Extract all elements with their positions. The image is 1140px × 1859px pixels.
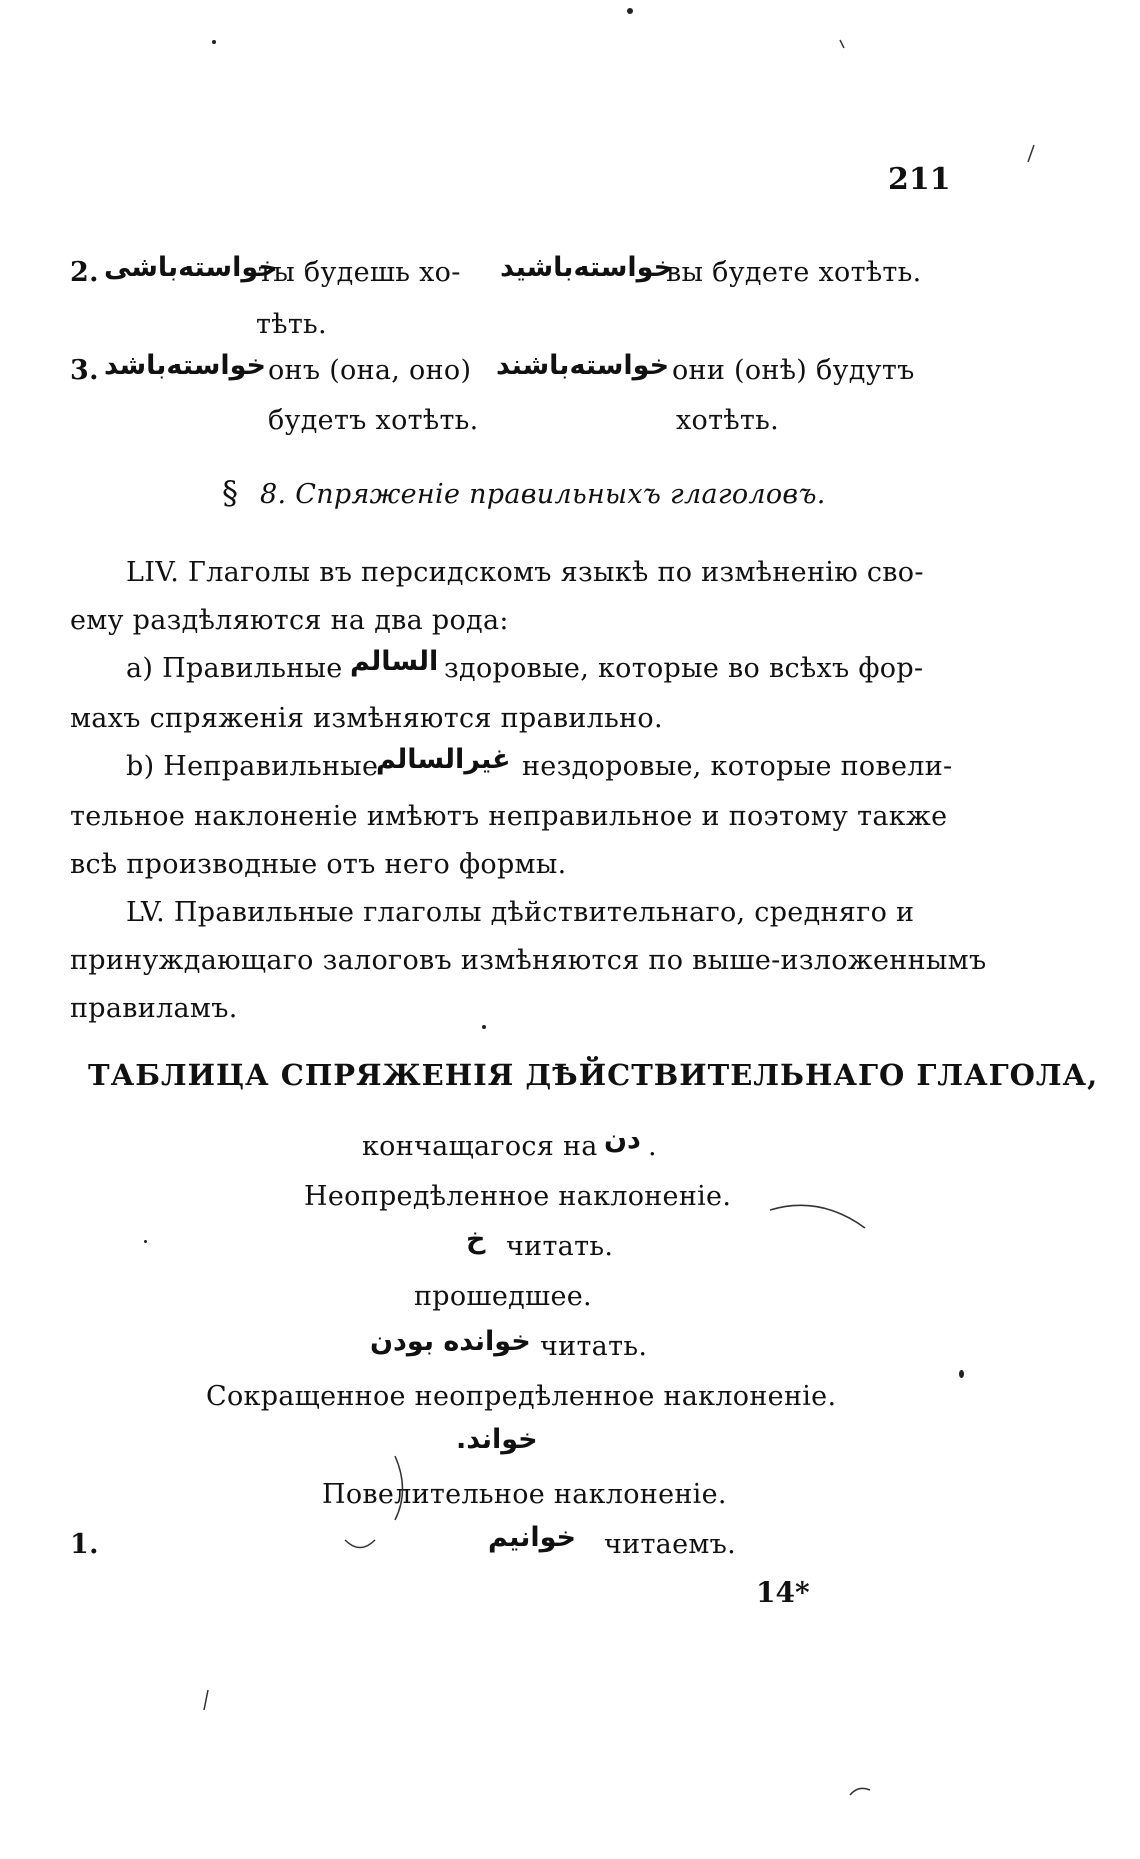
row-3-persian-singular: خواسته‌باشد [104, 350, 267, 381]
item-b-line-2: тельное наклоненіе имѣютъ неправильное и поэтому также [70, 801, 948, 832]
row-3-russian-singular-cont: будетъ хотѣть. [268, 405, 479, 436]
row-2-russian-singular: ты будешь хо- [258, 257, 461, 288]
paragraph-liv-line-1: LIV. Глаголы въ персидскомъ языкѣ по измѣненію сво- [126, 557, 924, 588]
conjugation-subheading-persian: دن [604, 1124, 641, 1155]
scan-speck [959, 1370, 964, 1378]
imperative-title: Повелительное наклоненіе. [322, 1479, 727, 1510]
signature-mark: 14* [756, 1576, 810, 1609]
row-2-russian-plural: вы будете хотѣть. [666, 257, 922, 288]
item-b-line-3: всѣ производные отъ него формы. [70, 849, 567, 880]
row-3-russian-plural-cont: хотѣть. [676, 405, 780, 436]
conjugation-subheading-end: . [648, 1131, 657, 1162]
paragraph-lv-line-2: принуждающаго залоговъ измѣняются по выше-изложеннымъ [70, 945, 987, 976]
scan-speck [212, 40, 216, 44]
past-meaning: читать. [540, 1331, 648, 1362]
imperative-number: 1. [70, 1529, 99, 1560]
row-2-russian-singular-cont: тѣть. [256, 309, 327, 340]
short-infinitive-persian: خواند. [456, 1424, 538, 1455]
section-sign: § [222, 474, 239, 512]
conjugation-table-heading: ТАБЛИЦА СПРЯЖЕНІЯ ДѢЙСТВИТЕЛЬНАГО ГЛАГОЛА, [88, 1058, 1099, 1092]
item-a-label: а) Правильные [126, 653, 343, 684]
item-a-line-2: махъ спряженія измѣняются правильно. [70, 703, 663, 734]
row-3-russian-singular: онъ (она, оно) [268, 355, 472, 386]
short-infinitive-title: Сокращенное неопредѣленное наклоненіе. [206, 1381, 837, 1412]
paragraph-lv-line-1: LV. Правильные глаголы дѣйствительнаго, средняго и [126, 897, 915, 928]
row-3-russian-plural: они (онѣ) будутъ [672, 355, 915, 386]
section-title: 8. Спряженіе правильныхъ глаголовъ. [260, 479, 826, 510]
row-2-persian-singular: خواسته‌باشی [104, 252, 278, 283]
infinitive-title: Неопредѣленное наклоненіе. [304, 1181, 732, 1212]
item-b-label: b) Неправильные [126, 751, 379, 782]
item-a-description: здоровые, которые во всѣхъ фор- [444, 653, 924, 684]
row-2-persian-plural: خواسته‌باشید [500, 252, 674, 283]
past-title: прошедшее. [414, 1281, 592, 1312]
past-persian: خوانده بودن [370, 1326, 531, 1357]
paragraph-liv-line-2: ему раздѣляются на два рода: [70, 605, 509, 636]
item-b-description: нездоровые, которые повели- [522, 751, 953, 782]
page-number: 211 [888, 162, 951, 197]
scan-speck [627, 8, 633, 14]
row-3-persian-plural: خواسته‌باشند [496, 350, 670, 381]
scan-speck [144, 1240, 147, 1243]
scan-speck [482, 1025, 486, 1029]
row-3-number: 3. [70, 355, 99, 386]
item-a-persian: السالم [350, 646, 439, 677]
imperative-persian: خوانیم [488, 1522, 576, 1553]
infinitive-persian: خ [466, 1224, 486, 1255]
item-b-persian: غیرالسالم [376, 744, 511, 775]
imperative-meaning: читаемъ. [604, 1529, 737, 1560]
infinitive-meaning: читать. [506, 1231, 614, 1262]
conjugation-subheading: кончащагося на [362, 1131, 598, 1162]
paragraph-lv-line-3: правиламъ. [70, 993, 238, 1024]
row-2-number: 2. [70, 257, 99, 288]
